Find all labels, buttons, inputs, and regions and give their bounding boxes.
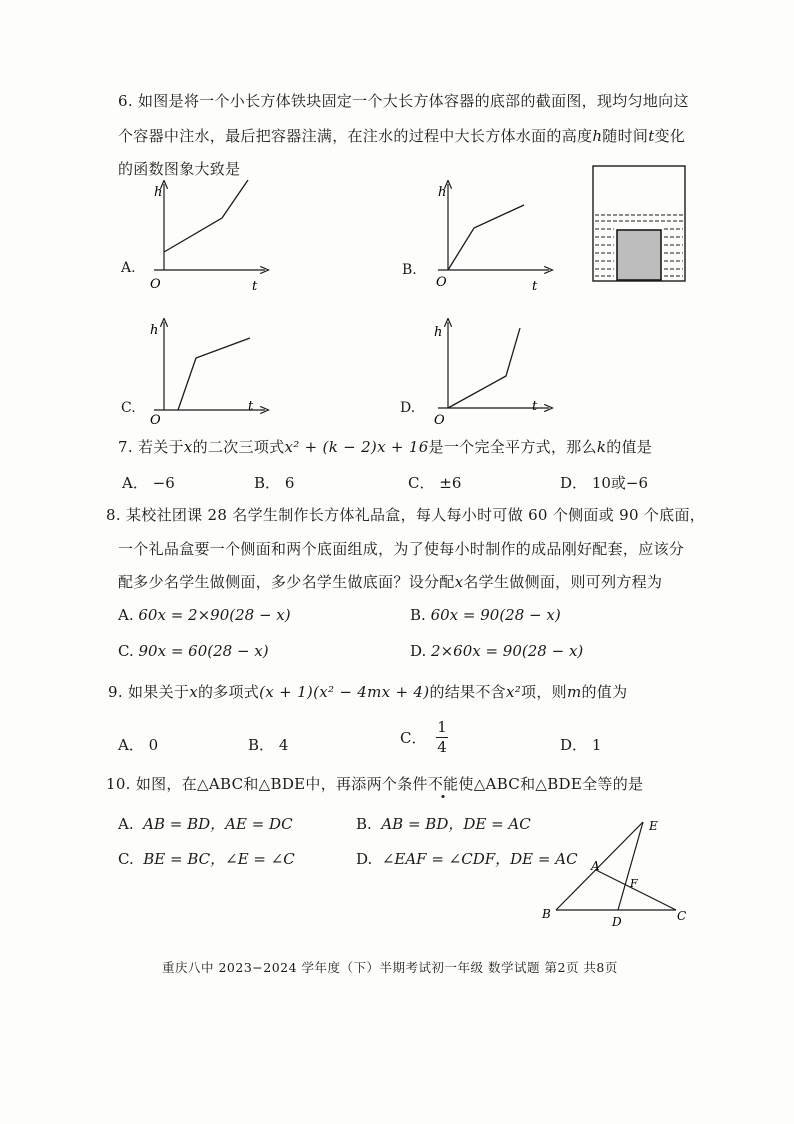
q9-stem: 9. 如果关于x的多项式(x + 1)(x² − 4mx + 4)的结果不含x²项，则m的值为 [108,683,628,701]
t-label: t [248,399,254,414]
q6-graph-b [424,180,554,295]
point-b: B [542,907,551,921]
q9-option-a: A． 0 [118,736,159,754]
q10-option-d: D. ∠EAF = ∠CDF，DE = AC [356,850,578,868]
q6-option-a-label: A. [121,260,136,276]
graph-c-line [178,338,250,410]
t-label: t [252,279,258,294]
origin-label: O [150,277,161,292]
q6-line1: 6. 如图是将一个小长方体铁块固定一个大长方体容器的底部的截面图，现均匀地向这 [118,92,689,110]
h-label: h [434,325,443,340]
q9-option-d: D． 1 [560,736,602,754]
q9-option-b: B． 4 [248,736,289,754]
q8-option-a: A. 60x = 2×90(28 − x) [118,606,291,624]
q7-stem: 7. 若关于x的二次三项式x² + (k − 2)x + 16是一个完全平方式，那么k的值是 [118,438,653,456]
q6-container-figure [592,165,687,285]
page-footer: 重庆八中 2023−2024 学年度（下）半期考试初一年级 数学试题 第2页 共8页 [162,960,618,975]
q6-line2: 个容器中注水，最后把容器注满，在注水的过程中大长方体水面的高度h随时间t变化 [118,127,686,145]
q6-graph-d [424,318,554,433]
q6-option-b-label: B. [402,262,417,278]
q7-option-a: A． −6 [122,474,175,492]
q9-option-c: C． $\frac{1}{4}$ [400,718,447,756]
point-d: D [612,915,622,929]
q8-option-c: C. 90x = 60(28 − x) [118,642,269,660]
h-label: h [150,323,159,338]
q10-option-b: B. AB = BD，DE = AC [356,815,531,833]
t-label: t [532,399,538,414]
origin-label: O [434,413,445,428]
fraction: $\frac{1}{4}$ [437,718,447,756]
segment-ac [596,870,676,910]
point-c: C [677,909,687,923]
q6-option-c-label: C. [121,400,136,416]
q6-option-d-label: D. [400,400,416,416]
q6-graph-a [140,180,270,295]
h-label: h [438,185,447,200]
q8-option-d: D. 2×60x = 90(28 − x) [410,642,584,660]
q6-graph-c [140,318,270,433]
graph-b-line [448,205,524,270]
origin-label: O [150,413,161,428]
q6-line3: 的函数图象大致是 [118,160,241,178]
graph-a-line [164,180,248,252]
q7-option-b: B． 6 [254,474,295,492]
q10-option-a: A. AB = BD，AE = DC [118,815,293,833]
q8-option-b: B. 60x = 90(28 − x) [410,606,561,624]
q10-option-c: C. BE = BC，∠E = ∠C [118,850,295,868]
point-f: F [630,877,638,890]
origin-label: O [436,275,447,290]
q8-line2: 一个礼品盒要一个侧面和两个底面组成，为了使每小时制作的成品刚好配套，应该分 [118,540,685,558]
q8-line1: 8. 某校社团课 28 名学生制作长方体礼品盒，每人每小时可做 60 个侧面或 90 个底面， [106,506,706,524]
q8-line3: 配多少名学生做侧面，多少名学生做底面？设分配x名学生做侧面，则可列方程为 [118,573,663,591]
point-e: E [649,819,658,833]
q7-option-c: C． ±6 [408,474,462,492]
h-label: h [154,185,163,200]
iron-block [617,230,661,280]
q10-triangle-figure [536,812,696,932]
q10-stem: 10. 如图，在△ABC和△BDE中，再添两个条件不能使△ABC和△BDE全等的是 [106,775,644,793]
graph-d-line [448,328,520,408]
point-a: A [591,859,600,873]
q7-option-d: D． 10或−6 [560,474,649,492]
t-label: t [532,279,538,294]
